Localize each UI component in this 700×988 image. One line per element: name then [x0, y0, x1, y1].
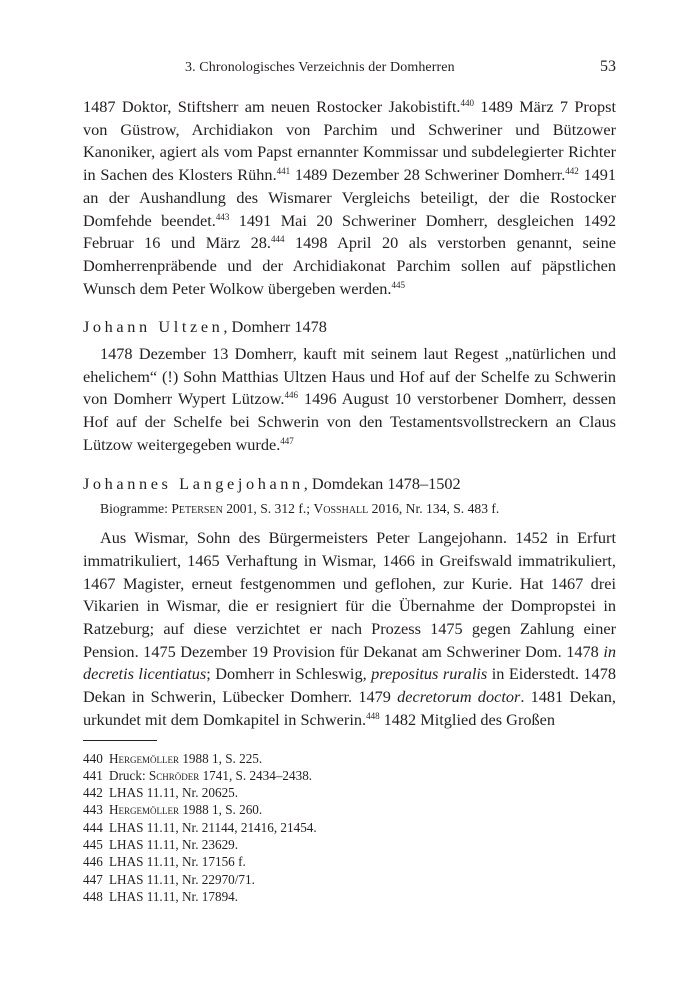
- footnote-text: LHAS 11.11, Nr. 20625.: [109, 785, 239, 801]
- latin-term: in decretis licentiatus: [83, 641, 616, 684]
- entry-name: Johann Ultzen: [83, 317, 224, 337]
- paragraph-continuation: [83, 96, 616, 300]
- footnote-ref[interactable]: 441: [276, 166, 291, 177]
- text-run: 1478 Dezember 13 Domherr, kauft mit seinem laut Regest „natürlichen und ehelichem“ (!) Sohn Matthias Ultzen Haus und Hof auf der Schelfe zu Schwerin von Domherr Wypert Lützow.: [83, 344, 616, 409]
- book-page: [83, 60, 616, 905]
- footnote-text: LHAS 11.11, Nr. 21144, 21416, 21454.: [109, 819, 317, 835]
- footnote-ref[interactable]: 444: [270, 234, 285, 245]
- text-run: 1491 an der Aushandlung des Wismarer Vergleichs beteiligt, der die Rostocker Domfehde beendet.: [83, 165, 617, 230]
- entry-role: , Domherr 1478: [223, 317, 327, 337]
- footnote-prefix: Druck:: [109, 767, 149, 783]
- footnote: [83, 836, 616, 853]
- text-run: in Eiderstedt. 1478 Dekan in Schwerin, Lübecker Domherr. 1479: [83, 664, 616, 707]
- footnote-number: 448: [83, 888, 103, 904]
- text-run: 1487 Doktor, Stiftsherr am neuen Rostocker Jakobistift.: [83, 97, 461, 116]
- entry-heading-langejohann: [83, 473, 616, 496]
- footnote-ref[interactable]: 445: [391, 279, 405, 290]
- running-title: 3. Chronologisches Verzeichnis der Domherren: [185, 60, 455, 75]
- text-run: 1489 Dezember 28 Schweriner Domherr.: [290, 165, 566, 185]
- footnote: [83, 819, 616, 836]
- footnote-ref[interactable]: 447: [280, 435, 294, 446]
- footnote: [83, 888, 616, 905]
- footnote-number: 447: [83, 871, 103, 887]
- bio-ref: 2016, Nr. 134, S. 483 f.: [368, 501, 500, 517]
- entry-text-langejohann: [83, 527, 616, 731]
- text-run: . 1481 Dekan, urkundet mit dem Domkapitel in Schwerin.: [83, 687, 616, 729]
- entry-name: Johannes Langejohann: [83, 473, 304, 493]
- entry-role: , Domdekan 1478–1502: [303, 473, 461, 493]
- footnote-text: 1741, S. 2434–2438.: [199, 767, 313, 783]
- page-number: 53: [600, 58, 616, 75]
- footnote-text: 1988 1, S. 260.: [179, 802, 263, 818]
- footnote-number: 443: [83, 802, 103, 818]
- biogramme-line: [83, 499, 616, 519]
- footnote-number: 440: [83, 750, 103, 766]
- footnote: [83, 871, 616, 888]
- bio-ref: 2001, S. 312 f.;: [222, 501, 314, 517]
- footnote-number: 445: [83, 837, 103, 853]
- text-run: 1496 August 10 verstorbener Domherr, dessen Hof auf der Schelfe bei Schwerin von den Testamentsvollstreckern an Claus Lützow weitergegeben wurde.: [83, 389, 616, 454]
- text-run: 1489 März 7 Propst von Güstrow, Archidiakon von Parchim und Schweriner und Bützower Kanoniker, agiert als vom Papst ernannter Kommissar und subdelegierter Richter in Sachen des Klosters Rühn.: [83, 97, 616, 185]
- entry-heading-ultzen: [83, 316, 616, 339]
- footnote-text: 1988 1, S. 225.: [179, 750, 263, 766]
- footnote-author: Hergemöller: [109, 802, 180, 818]
- footnote: [83, 750, 616, 767]
- footnote: [83, 767, 616, 784]
- footnote-author: Schröder: [148, 767, 200, 783]
- bio-author: Vosshall: [313, 501, 369, 517]
- bio-author: Petersen: [171, 501, 223, 517]
- bio-label: Biogramme:: [100, 501, 172, 517]
- footnote-number: 446: [83, 854, 103, 870]
- entry-text-ultzen: [83, 343, 616, 457]
- text-run: Aus Wismar, Sohn des Bürgermeisters Peter Langejohann. 1452 in Erfurt immatrikuliert, 1465 Verhaftung in Wismar, 1466 in Greifswald immatrikuliert, 1467 Magister, erneut festgenommen und geflohen, zur Kurie. Hat 1467 drei Vikarien in Wismar, die er resigniert für die Übernahme der Dompropstei in Ratzeburg; auf diese verzichtet er nach Prozess 1475 gegen Zahlung einer Pension. 1475 Dezember 19 Provision für Dekanat am Schweriner Dom. 1478: [83, 528, 616, 661]
- footnote-ref[interactable]: 448: [366, 710, 380, 721]
- footnotes: [83, 750, 616, 906]
- footnote-number: 442: [83, 785, 103, 801]
- footnote-ref[interactable]: 440: [460, 98, 474, 108]
- footnote: [83, 853, 616, 870]
- footnote-text: LHAS 11.11, Nr. 17894.: [109, 888, 239, 904]
- footnote-divider: [83, 740, 157, 741]
- footnote-ref[interactable]: 446: [284, 390, 299, 401]
- footnote-text: LHAS 11.11, Nr. 23629.: [109, 837, 239, 853]
- footnote: [83, 784, 616, 801]
- footnote-author: Hergemöller: [109, 750, 180, 766]
- page-body: [83, 96, 616, 732]
- footnote-text: LHAS 11.11, Nr. 22970/71.: [109, 871, 255, 887]
- text-run: ; Domherr in Schleswig,: [206, 664, 372, 684]
- running-header: [83, 60, 616, 82]
- text-run: 1482 Mitglied des Großen: [379, 709, 556, 729]
- latin-term: prepositus ruralis: [371, 664, 488, 684]
- footnote-text: LHAS 11.11, Nr. 17156 f.: [109, 854, 246, 870]
- text-run: 1498 April 20 als verstorben genannt, seine Domherrenpräbende und der Archidiakonat Parchim sollen auf päpstlichen Wunsch dem Peter Wolkow übergeben werden.: [83, 233, 617, 298]
- footnote-number: 441: [83, 767, 103, 783]
- footnote-ref[interactable]: 443: [215, 211, 230, 222]
- footnote-number: 444: [83, 819, 103, 835]
- latin-term: decretorum doctor: [397, 687, 521, 707]
- footnote: [83, 801, 616, 818]
- text-run: 1491 Mai 20 Schweriner Domherr, desgleichen 1492 Februar 16 und März 28.: [83, 210, 617, 253]
- footnote-ref[interactable]: 442: [565, 166, 579, 177]
